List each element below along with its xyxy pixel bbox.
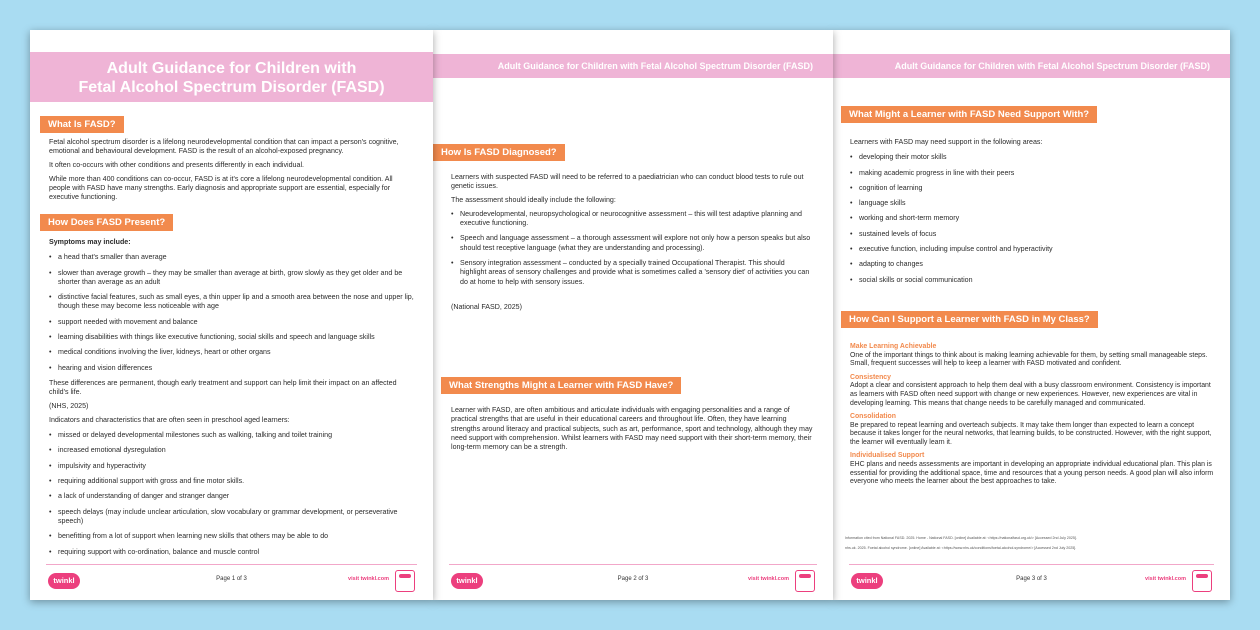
page-number: Page 2 of 3 bbox=[617, 576, 649, 582]
classroom-support-section bbox=[850, 339, 1214, 492]
page-number: Page 1 of 3 bbox=[216, 576, 247, 582]
page-title-line-2: Fetal Alcohol Spectrum Disorder (FASD) bbox=[78, 79, 385, 96]
list-item: • requiring support with co-ordination, balance and muscle control bbox=[49, 548, 414, 557]
list-item: • language skills bbox=[850, 199, 1210, 208]
page-number: Page 3 of 3 bbox=[1016, 576, 1047, 582]
list-item: • social skills or social communication bbox=[850, 276, 1210, 285]
references bbox=[845, 536, 1215, 551]
list-item: • adapting to changes bbox=[850, 260, 1210, 269]
list-item: • developing their motor skills bbox=[850, 153, 1210, 162]
indicators-label: Indicators and characteristics that are often seen in preschool aged learners: bbox=[49, 415, 290, 424]
footer-divider bbox=[449, 564, 817, 565]
list-item: • sustained levels of focus bbox=[850, 230, 1210, 239]
list-item: • executive function, including impulse control and hyperactivity bbox=[850, 245, 1210, 254]
list-item: • a lack of understanding of danger and stranger danger bbox=[49, 492, 414, 501]
support-needs-intro: Learners with FASD may need support in the following areas: bbox=[850, 138, 1043, 146]
reference: nhs.uk. 2025. Foetal alcohol syndrome. [online] Available at: <https://www.nhs.uk/conditions/foetal-alcohol-syndrome/> [Accessed 2nd July 2025]. bbox=[845, 546, 1077, 550]
list-item: • working and short-term memory bbox=[850, 214, 1210, 223]
subheading: Consistency bbox=[850, 373, 891, 381]
paragraph: One of the important things to think about is making learning achievable for them, by setting small manageable steps. Small, frequent successes will help to keep a learner with FASD motivated and confident. bbox=[850, 351, 1208, 368]
section-heading-diagnosis: How Is FASD Diagnosed? bbox=[433, 144, 565, 161]
paragraph: These differences are permanent, though early treatment and support can help limit their impact on an affected child's life. bbox=[49, 378, 397, 397]
visit-link[interactable]: visit twinkl.com bbox=[1145, 576, 1186, 582]
list-item: • learning disabilities with things like executive functioning, social skills and speech and language skills bbox=[49, 333, 414, 342]
list-item: • benefitting from a lot of support when learning new skills that others may be able to do bbox=[49, 532, 414, 541]
list-item: • distinctive facial features, such as small eyes, a thin upper lip and a smooth area between the nose and upper lip, though these may become less noticeable with age bbox=[49, 293, 414, 312]
list-item: • impulsivity and hyperactivity bbox=[49, 462, 414, 471]
presentation-section bbox=[49, 238, 414, 563]
paragraph: EHC plans and needs assessments are important in developing an appropriate individual educational plan. This plan is essential for providing the additional space, time and resources that a young person needs. A good plan will also inform everyone who meets the learner about the best approaches to take. bbox=[850, 460, 1214, 486]
section-heading-support-needs: What Might a Learner with FASD Need Support With? bbox=[841, 106, 1097, 123]
citation: (National FASD, 2025) bbox=[451, 302, 522, 311]
list-item: • Speech and language assessment – a thorough assessment will explore not only how a person speaks but also should test receptive language (what they are understanding and processing). bbox=[451, 234, 813, 253]
list-item: • support needed with movement and balance bbox=[49, 318, 414, 327]
support-needs-section bbox=[850, 138, 1210, 291]
page-header-banner: Adult Guidance for Children with Fetal Alcohol Spectrum Disorder (FASD) bbox=[433, 54, 833, 78]
list-item: • Neurodevelopmental, neuropsychological or neurocognitive assessment – this will test adaptive planning and executive functioning. bbox=[451, 210, 813, 229]
list-item: • Sensory integration assessment – conducted by a specially trained Occupational Therapist. This should highlight areas of sensory challenges and provide what is sometimes called a 'sensory diet' of activities you can do at home to help with sensory issues. bbox=[451, 259, 813, 287]
twinkl-logo: twinkl bbox=[451, 573, 483, 589]
section-heading-strengths: What Strengths Might a Learner with FASD Have? bbox=[441, 377, 681, 394]
document-page-3 bbox=[833, 30, 1230, 600]
list-item: • medical conditions involving the liver, kidneys, heart or other organs bbox=[49, 348, 414, 357]
twinkl-logo: twinkl bbox=[48, 573, 80, 589]
quality-badge-icon bbox=[795, 570, 815, 592]
paragraph: Adopt a clear and consistent approach to help them deal with a busy classroom environment. Consistency is important as learners with FASD often need support with change or new experiences. However, new experiences are vital in developing learning. This means that change needs to be carefully managed and communicated. bbox=[850, 382, 1211, 407]
paragraph: Learners with suspected FASD will need to be referred to a paediatrician who can conduct blood tests to rule out genetic issues. bbox=[451, 173, 804, 191]
symptoms-label: Symptoms may include: bbox=[49, 238, 131, 246]
paragraph: While more than 400 conditions can co-occur, FASD is at it's core a lifelong neurodevelopmental condition. All people with FASD have many strengths. Early diagnosis and appropriate support are essential, especially for executive functioning. bbox=[49, 174, 393, 202]
what-is-fasd-section bbox=[49, 138, 414, 207]
visit-link[interactable]: visit twinkl.com bbox=[748, 576, 789, 582]
citation: (NHS, 2025) bbox=[49, 402, 89, 411]
quality-badge-icon bbox=[1192, 570, 1212, 592]
list-item: • making academic progress in line with their peers bbox=[850, 169, 1210, 178]
list-item: • slower than average growth – they may be smaller than average at birth, grow slowly as they get older and be shorter than average as an adult bbox=[49, 269, 414, 288]
subheading: Individualised Support bbox=[850, 452, 925, 460]
document-page-1 bbox=[30, 30, 433, 600]
list-item: • hearing and vision differences bbox=[49, 364, 414, 373]
paragraph: Learner with FASD, are often ambitious and articulate individuals with engaging personalities and a range of practical strengths that are useful in their educational careers and throughout life. Often, they have learning strengths around literacy and practical subjects, such as art, performance, sport and technology, although they may need support with comprehension. Whilst learners with FASD may need support with their short-term memory, their long-term memory can be a strength. bbox=[451, 406, 813, 452]
subheading: Consolidation bbox=[850, 412, 896, 420]
page-footer bbox=[30, 564, 433, 600]
page-footer bbox=[833, 564, 1230, 600]
footer-divider bbox=[849, 564, 1214, 565]
section-heading-classroom-support: How Can I Support a Learner with FASD in My Class? bbox=[841, 311, 1098, 328]
paragraph: The assessment should ideally include the following: bbox=[451, 196, 616, 205]
list-item: • increased emotional dysregulation bbox=[49, 446, 414, 455]
section-heading-what-is-fasd: What Is FASD? bbox=[40, 116, 124, 133]
reference: Information cited from National FASD. 2025. Home - National FASD. [online] Available at: <https://nationalfasd.org.uk/> [Accessed 2nd July 2025]. bbox=[845, 536, 1077, 540]
page-title-banner bbox=[30, 52, 433, 102]
page-header-banner: Adult Guidance for Children with Fetal Alcohol Spectrum Disorder (FASD) bbox=[833, 54, 1230, 78]
strengths-section bbox=[451, 406, 813, 457]
visit-link[interactable]: visit twinkl.com bbox=[348, 576, 389, 582]
list-item: • speech delays (may include unclear articulation, slow vocabulary or grammar development, or perseverative speech) bbox=[49, 508, 414, 527]
paragraph: Be prepared to repeat learning and overteach subjects. It may take them longer than expected to learn a concept because it takes longer for the neural networks, that learning builds, to be constructed. However, with the right support, the learner will eventually learn it. bbox=[850, 421, 1212, 447]
twinkl-logo: twinkl bbox=[851, 573, 883, 589]
paragraph: Fetal alcohol spectrum disorder is a lifelong neurodevelopmental condition that can impact a person's cognitive, emotional and behavioural development. FASD is the result of an alcohol-exposed pregnancy. bbox=[49, 138, 399, 156]
footer-divider bbox=[46, 564, 417, 565]
page-footer bbox=[433, 564, 833, 600]
quality-badge-icon bbox=[395, 570, 415, 592]
list-item: • cognition of learning bbox=[850, 184, 1210, 193]
subheading: Make Learning Achievable bbox=[850, 343, 937, 350]
page-title-line-1: Adult Guidance for Children with bbox=[106, 60, 357, 77]
list-item: • requiring additional support with gross and fine motor skills. bbox=[49, 477, 414, 486]
list-item: • a head that's smaller than average bbox=[49, 253, 414, 262]
diagnosis-section bbox=[451, 173, 813, 317]
list-item: • missed or delayed developmental milestones such as walking, talking and toilet training bbox=[49, 431, 414, 440]
document-page-2 bbox=[433, 30, 833, 600]
section-heading-presentation: How Does FASD Present? bbox=[40, 214, 173, 231]
paragraph: It often co-occurs with other conditions and presents differently in each individual. bbox=[49, 161, 304, 170]
